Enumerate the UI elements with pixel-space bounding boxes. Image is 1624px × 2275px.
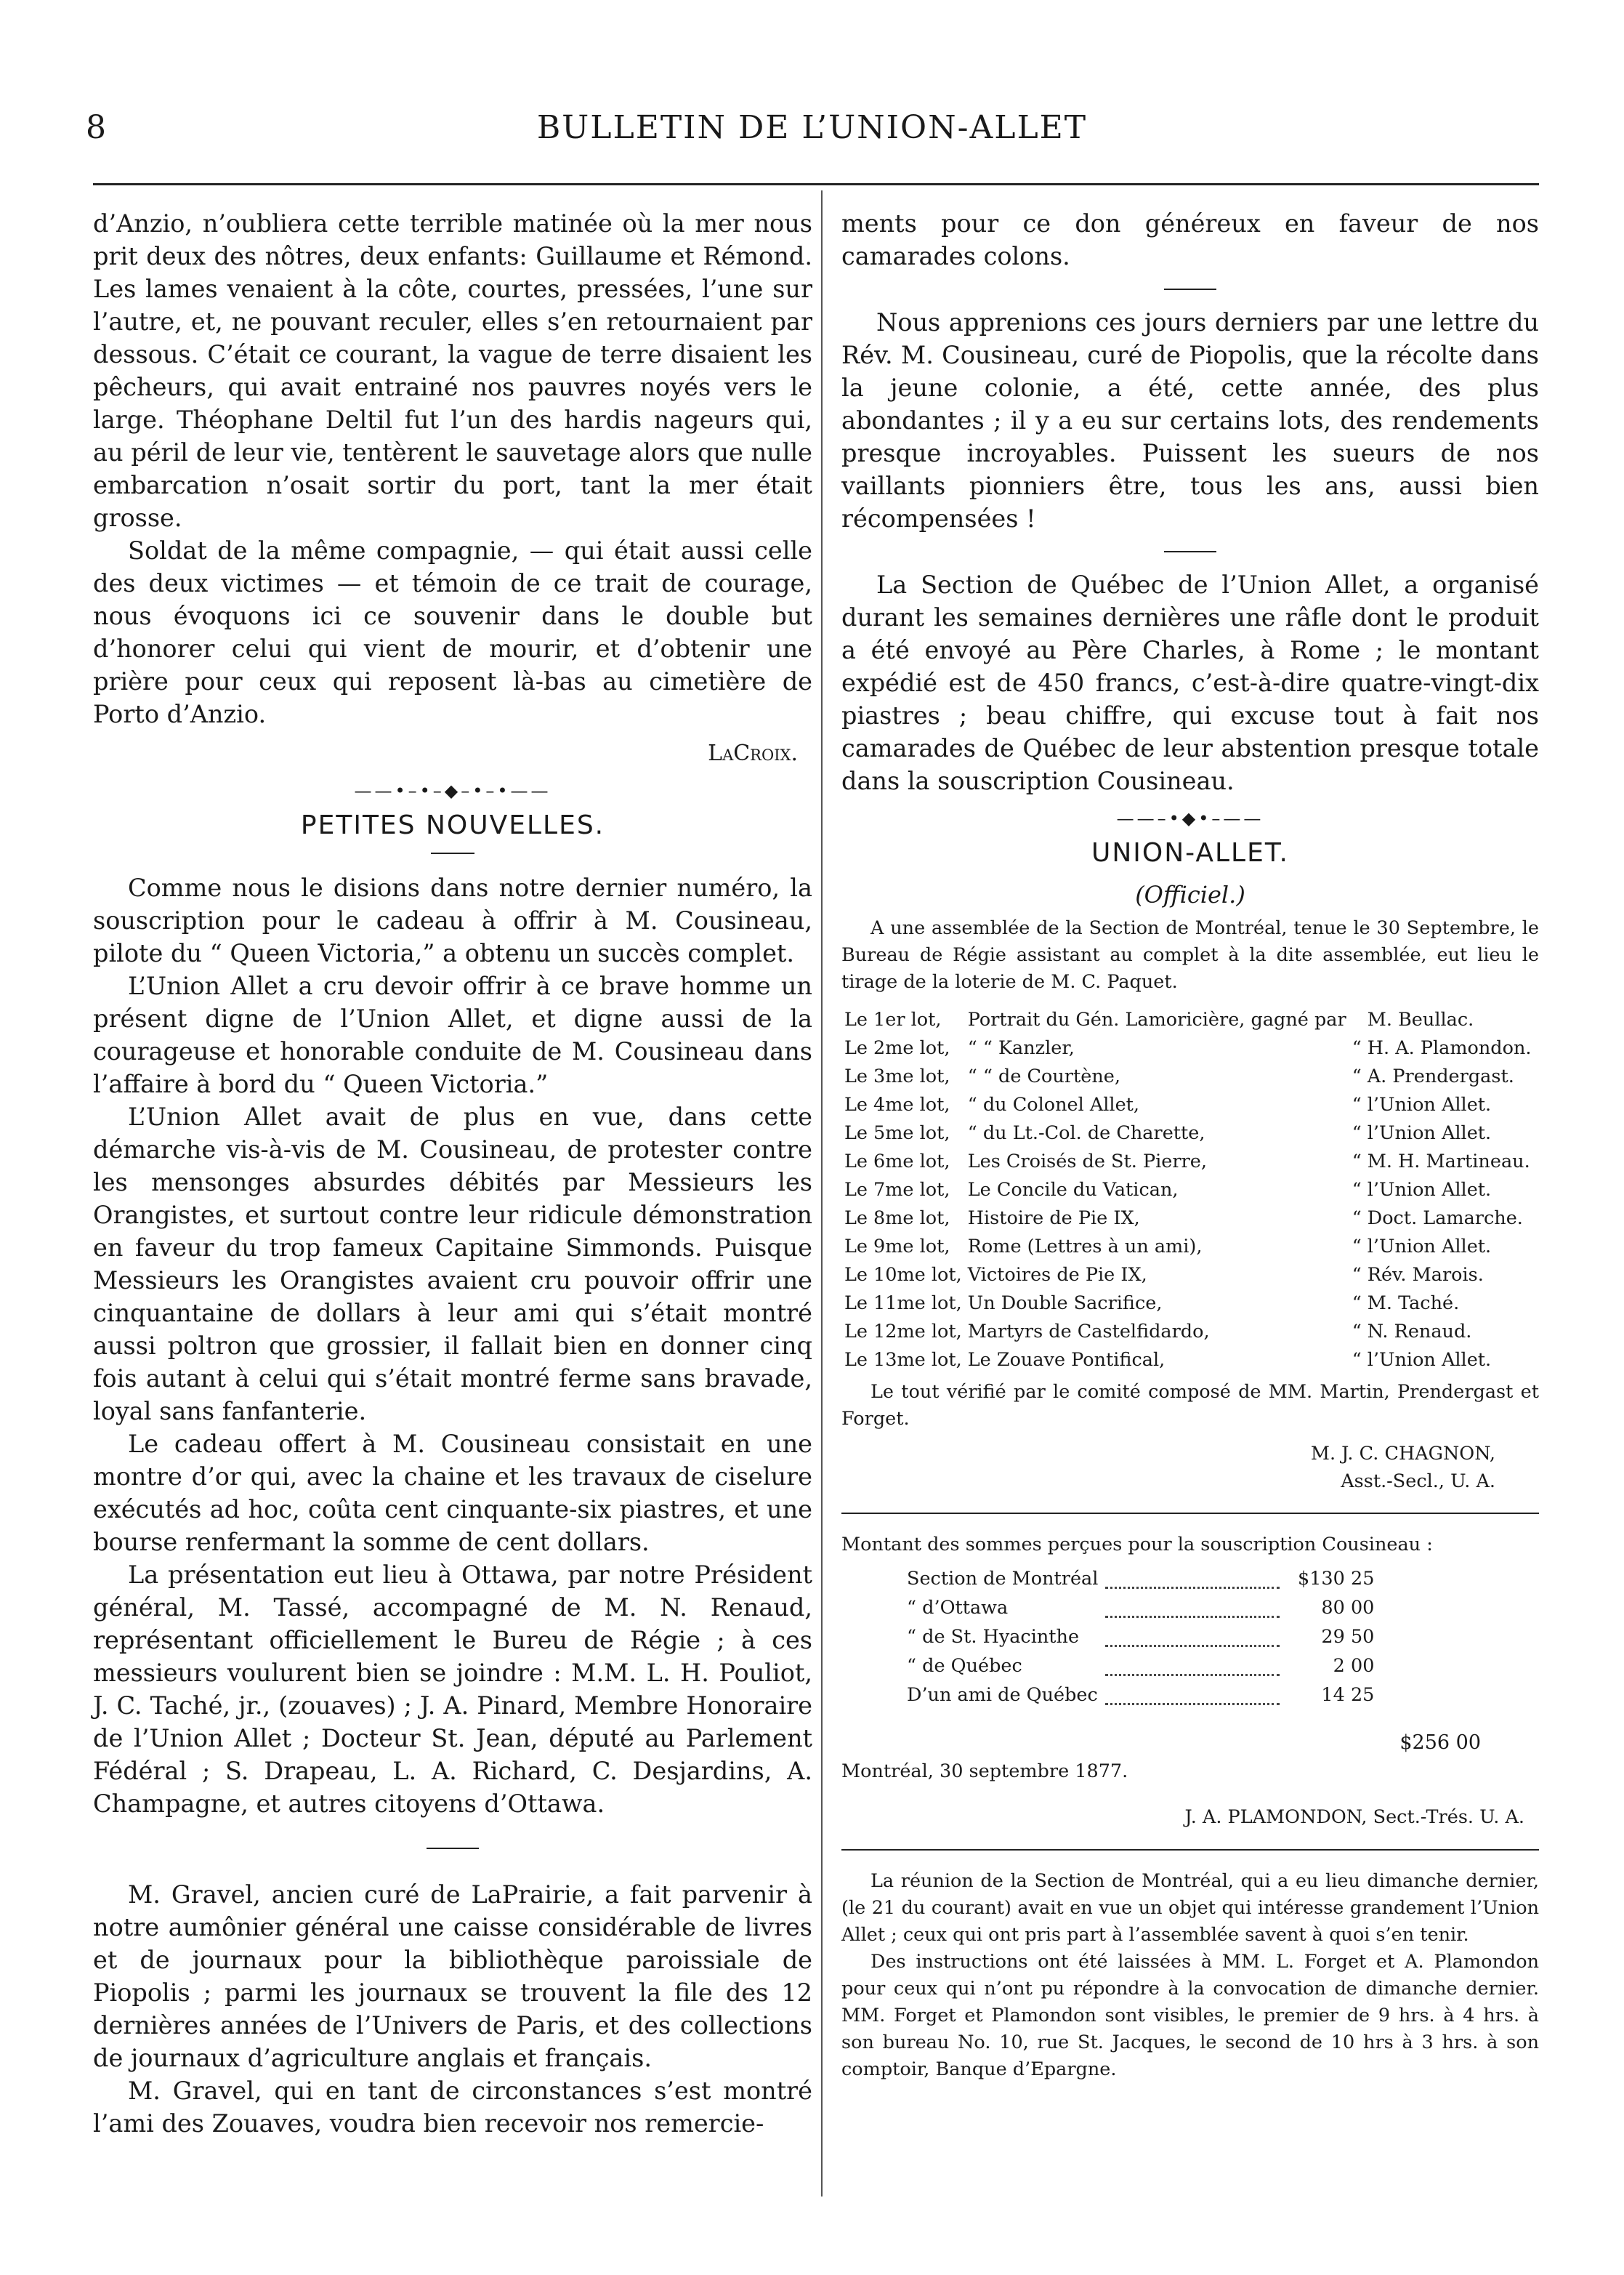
sums-row xyxy=(907,1564,1374,1593)
sums-amount: 80 00 xyxy=(1321,1597,1375,1619)
leader-dots xyxy=(1098,1651,1287,1680)
lottery-cell-q: “ xyxy=(1352,1292,1362,1314)
lottery-cell-lot: 1er lot, xyxy=(873,1009,942,1031)
lottery-cell-q: “ xyxy=(1352,1264,1362,1286)
sums-row xyxy=(907,1651,1374,1680)
lottery-row xyxy=(841,1204,1535,1233)
lottery-cell-lot: 10me lot, xyxy=(873,1264,962,1286)
lottery-cell-le: Le xyxy=(844,1349,868,1371)
paragraph: d’Anzio, n’oubliera cette terrible matinée où la mer nous prit deux des nôtres, deux enfants: Guillaume et Rémond. Les lames venaient à la côte, courtes, pressées, l’une sur l’autre, et, ne pouvant reculer, elles s’en retournaient par dessous. C’était ce courant, la vague de terre disaient les pêcheurs, qui avait entrainé nos pauvres noyés vers le large. Théophane Deltil fut l’un des hardis nageurs qui, au péril de leur vie, tentèrent le sauvetage alors que nulle embarcation n’osait sortir du port, tant la mer était grosse. xyxy=(93,209,812,532)
lottery-cell-winner: l’Union Allet. xyxy=(1367,1122,1492,1144)
sums-table xyxy=(907,1564,1374,1710)
lottery-row xyxy=(841,1289,1535,1318)
lottery-cell-winner: A. Prendergast. xyxy=(1367,1066,1514,1087)
paragraph: Comme nous le disions dans notre dernier numéro, la souscription pour le cadeau à offrir à M. Cousineau, pilote du “ Queen Victoria,” a obtenu un succès complet. xyxy=(93,874,812,967)
paragraph: Nous apprenions ces jours derniers par une lettre du Rév. M. Cousineau, curé de Piopolis, que la récolte dans la jeune colonie, a été, cette année, des plus abondantes ; il y a eu sur certains lots, des rendements presque incroyables. Puissent les sueurs de nos vaillants pionniers être, tous les ans, aussi bien récompensées ! xyxy=(841,308,1539,533)
lottery-row xyxy=(841,1261,1535,1289)
lottery-cell-q: “ xyxy=(1352,1207,1362,1229)
verification-note: Le tout vérifié par le comité composé de MM. Martin, Prendergast et Forget. xyxy=(841,1381,1539,1430)
leader-dots xyxy=(1098,1680,1287,1710)
lottery-cell-winner: Rév. Marois. xyxy=(1367,1264,1484,1286)
lottery-cell-winner: H. A. Plamondon. xyxy=(1367,1037,1532,1059)
lottery-row xyxy=(841,1034,1535,1063)
signature-block xyxy=(841,1440,1539,1495)
paragraph: La présentation eut lieu à Ottawa, par notre Président général, M. Tassé, accompagné de M. N. Renaud, représentant officiellement le Bureu de Régie ; à ces messieurs voulurent bien se joindre : M.M. L. H. Pouliot, J. C. Taché, jr., (zouaves) ; J. A. Pinard, Membre Honoraire de l’Union Allet ; Docteur St. Jean, député au Parlement Fédéral ; S. Drapeau, L. A. Richard, C. Desjardins, A. Champagne, et autres citoyens d’Ottawa. xyxy=(93,1561,812,1818)
sums-amount: 14 25 xyxy=(1321,1684,1375,1706)
lottery-cell-q: “ xyxy=(1352,1037,1362,1059)
lottery-cell-lot: 12me lot, xyxy=(873,1321,962,1342)
lottery-cell-desc: Les Croisés de St. Pierre, xyxy=(967,1151,1207,1172)
sums-amount: $130 25 xyxy=(1297,1568,1375,1590)
lottery-cell-winner: l’Union Allet. xyxy=(1367,1349,1492,1371)
sums-title: Montant des sommes perçues pour la souscription Cousineau : xyxy=(841,1534,1433,1555)
ornament-divider: ——–•◆•–—— xyxy=(1116,808,1264,829)
left-column xyxy=(93,207,812,2140)
sums-row xyxy=(907,1593,1374,1622)
lottery-cell-lot: 11me lot, xyxy=(873,1292,962,1314)
lottery-cell-lot: 4me lot, xyxy=(873,1094,950,1116)
lottery-row xyxy=(841,1006,1535,1034)
ornament-divider: ——•–•–◆–•–•—— xyxy=(354,781,552,801)
leader-dots xyxy=(1098,1564,1287,1593)
lottery-cell-le: Le xyxy=(844,1151,868,1172)
paragraph: ments pour ce don généreux en faveur de nos camarades colons. xyxy=(841,209,1539,270)
lottery-cell-q: “ xyxy=(1352,1321,1362,1342)
lottery-cell-desc: Le Zouave Pontifical, xyxy=(967,1349,1166,1371)
lottery-row xyxy=(841,1233,1535,1261)
lottery-cell-desc: Portrait du Gén. Lamoricière, gagné par xyxy=(967,1009,1346,1031)
lottery-cell-desc: Victoires de Pie IX, xyxy=(967,1264,1147,1286)
lottery-cell-desc: Histoire de Pie IX, xyxy=(967,1207,1140,1229)
lottery-cell-desc: “ du Lt.-Col. de Charette, xyxy=(967,1122,1205,1144)
short-rule xyxy=(427,1848,479,1849)
lottery-cell-q: “ xyxy=(1352,1066,1362,1087)
lottery-cell-desc: Le Concile du Vatican, xyxy=(967,1179,1179,1201)
lottery-cell-winner: l’Union Allet. xyxy=(1367,1179,1492,1201)
lottery-cell-desc: Un Double Sacrifice, xyxy=(967,1292,1163,1314)
paragraph: Le cadeau offert à M. Cousineau consistait en une montre d’or qui, avec la chaine et les travaux de ciselure exécutés ad hoc, coûta cent cinquante-six piastres, et une bourse renfermant la somme de cent dollars. xyxy=(93,1430,812,1556)
lottery-cell-winner: l’Union Allet. xyxy=(1367,1094,1492,1116)
sums-amount: 29 50 xyxy=(1321,1626,1375,1648)
lottery-cell-desc: “ “ Kanzler, xyxy=(967,1037,1075,1059)
paragraph: Soldat de la même compagnie, — qui était aussi celle des deux victimes — et témoin de ce trait de courage, nous évoquons ici ce souvenir dans le double but d’honorer celui qui vient de mourir, et d’obtenir une prière pour ceux qui reposent là-bas au cimetière de Porto d’Anzio. xyxy=(93,536,812,728)
lottery-cell-lot: 9me lot, xyxy=(873,1236,950,1257)
lottery-cell-le: Le xyxy=(844,1292,868,1314)
right-column xyxy=(841,207,1539,2083)
lottery-cell-le: Le xyxy=(844,1037,868,1059)
lottery-cell-le: Le xyxy=(844,1094,868,1116)
lottery-cell-desc: “ du Colonel Allet, xyxy=(967,1094,1140,1116)
paragraph: L’Union Allet a cru devoir offrir à ce brave homme un présent digne de l’Union Allet, et digne aussi de la courageuse et honorable conduite de M. Cousineau dans l’affaire à bord du “ Queen Victoria.” xyxy=(93,972,812,1098)
notice-paragraph: La réunion de la Section de Montréal, qui a eu lieu dimanche dernier, (le 21 du courant) avait en vue un objet qui intéresse grandement l’Union Allet ; ceux qui ont pris part à l’assemblée savent à quoi s’en tenir. xyxy=(841,1870,1539,1946)
lottery-cell-q xyxy=(1349,1006,1365,1034)
column-rule xyxy=(821,190,823,2197)
lottery-cell-q: “ xyxy=(1352,1349,1362,1371)
lottery-cell-q: “ xyxy=(1352,1094,1362,1116)
lottery-cell-le: Le xyxy=(844,1179,868,1201)
lottery-cell-q: “ xyxy=(1352,1236,1362,1257)
lottery-cell-le: Le xyxy=(844,1122,868,1144)
lottery-cell-le: Le xyxy=(844,1009,868,1031)
paragraph: L’Union Allet avait de plus en vue, dans cette démarche vis-à-vis de M. Cousineau, de protester contre les mensonges absurdes débités par Messieurs les Orangistes, et surtout contre leur ridicule démonstration en faveur du trop fameux Capitaine Simmonds. Puisque Messieurs les Orangistes avaient cru pouvoir offrir une cinquantaine de dollars à leur ami qui s’était montré aussi poltron que grossier, il fallait bien en donner cinq fois autant à celui qui s’était montré ferme sans bravade, loyal sans fanfanterie. xyxy=(93,1103,812,1425)
signatory-title: Asst.-Secl., U. A. xyxy=(1341,1470,1495,1492)
lottery-cell-winner: M. H. Martineau. xyxy=(1367,1151,1530,1172)
sums-label: Section de Montréal xyxy=(907,1568,1099,1590)
lottery-cell-lot: 2me lot, xyxy=(873,1037,950,1059)
sums-amount: 2 00 xyxy=(1333,1655,1375,1677)
lottery-row xyxy=(841,1119,1535,1148)
lottery-cell-desc: Rome (Lettres à un ami), xyxy=(967,1236,1203,1257)
dateline: Montréal, 30 septembre 1877. xyxy=(841,1760,1128,1782)
lottery-cell-lot: 7me lot, xyxy=(873,1179,950,1201)
sums-total: $256 00 xyxy=(1399,1731,1481,1754)
lottery-cell-lot: 6me lot, xyxy=(873,1151,950,1172)
full-rule xyxy=(841,1513,1539,1514)
signatory-name: M. J. C. CHAGNON, xyxy=(1310,1443,1495,1465)
sums-label: “ de Québec xyxy=(907,1655,1022,1677)
running-head-title: BULLETIN DE L’UNION-ALLET xyxy=(536,109,1088,146)
leader-dots xyxy=(1098,1622,1287,1651)
sums-row xyxy=(907,1680,1374,1710)
lottery-row xyxy=(841,1148,1535,1176)
paragraph: M. Gravel, qui en tant de circonstances s’est montré l’ami des Zouaves, voudra bien recevoir nos remercie- xyxy=(93,2077,812,2138)
lottery-row xyxy=(841,1176,1535,1204)
lottery-cell-desc: Martyrs de Castelfidardo, xyxy=(967,1321,1210,1342)
short-rule xyxy=(431,853,474,854)
header-rule xyxy=(93,183,1539,185)
lottery-cell-lot: 13me lot, xyxy=(873,1349,962,1371)
treasurer-signature: J. A. PLAMONDON, Sect.-Trés. U. A. xyxy=(1184,1806,1524,1828)
sums-label: “ de St. Hyacinthe xyxy=(907,1626,1080,1648)
lottery-cell-winner: l’Union Allet. xyxy=(1367,1236,1492,1257)
sums-label: D’un ami de Québec xyxy=(907,1684,1098,1706)
full-rule xyxy=(841,1849,1539,1851)
officiel-label: (Officiel.) xyxy=(1135,881,1245,909)
lottery-cell-le: Le xyxy=(844,1264,868,1286)
paragraph: La Section de Québec de l’Union Allet, a organisé durant les semaines dernières une râfle dont le produit a été envoyé au Père Charles, à Rome ; le montant expédié est de 450 francs, c’est-à-dire quatre-vingt-dix piastres ; beau chiffre, qui excuse tout à fait nos camarades de Québec de leur abstention presque totale dans la souscription Cousineau. xyxy=(841,571,1539,795)
section-title: UNION-ALLET. xyxy=(1091,838,1289,868)
lottery-row xyxy=(841,1091,1535,1119)
sums-row xyxy=(907,1622,1374,1651)
lottery-cell-le: Le xyxy=(844,1207,868,1229)
lottery-cell-winner: N. Renaud. xyxy=(1367,1321,1472,1342)
lottery-cell-q: “ xyxy=(1352,1151,1362,1172)
lottery-cell-lot: 3me lot, xyxy=(873,1066,950,1087)
leader-dots xyxy=(1098,1593,1287,1622)
meeting-intro: A une assemblée de la Section de Montréal, tenue le 30 Septembre, le Bureau de Régie assistant au complet à la dite assemblée, eut lieu le tirage de la loterie de M. C. Paquet. xyxy=(841,917,1539,993)
lottery-cell-le: Le xyxy=(844,1066,868,1087)
lottery-cell-winner: Doct. Lamarche. xyxy=(1367,1207,1523,1229)
lottery-cell-winner: M. Taché. xyxy=(1367,1292,1460,1314)
section-title: PETITES NOUVELLES. xyxy=(300,810,605,840)
short-rule xyxy=(1164,289,1216,290)
lottery-cell-le: Le xyxy=(844,1321,868,1342)
lottery-table xyxy=(841,1006,1535,1374)
sums-label: “ d’Ottawa xyxy=(907,1597,1009,1619)
lottery-cell-q: “ xyxy=(1352,1179,1362,1201)
lottery-row xyxy=(841,1063,1535,1091)
lottery-cell-q: “ xyxy=(1352,1122,1362,1144)
lottery-row xyxy=(841,1346,1535,1374)
paragraph: M. Gravel, ancien curé de LaPrairie, a fait parvenir à notre aumônier général une caisse considérable de livres et de journaux pour la bibliothèque paroissiale de Piopolis ; parmi les journaux se trouvent la file des 12 dernières années de l’Univers de Paris, et des collections de journaux d’agriculture anglais et français. xyxy=(93,1880,812,2072)
lottery-cell-winner: M. Beullac. xyxy=(1367,1009,1474,1031)
signature: LaCroix. xyxy=(708,741,798,766)
lottery-row xyxy=(841,1318,1535,1346)
notice-paragraph: Des instructions ont été laissées à MM. L. Forget et A. Plamondon pour ceux qui n’ont pu répondre à la convocation de dimanche dernier. MM. Forget et Plamondon sont visibles, le premier de 9 hrs. à 4 hrs. à son bureau No. 10, rue St. Jacques, le second de 10 hrs à 3 hrs. à son comptoir, Banque d’Epargne. xyxy=(841,1951,1539,2080)
lottery-cell-lot: 5me lot, xyxy=(873,1122,950,1144)
lottery-cell-lot: 8me lot, xyxy=(873,1207,950,1229)
lottery-cell-desc: “ “ de Courtène, xyxy=(967,1066,1120,1087)
short-rule xyxy=(1164,551,1216,552)
page-number: 8 xyxy=(86,109,106,146)
lottery-cell-le: Le xyxy=(844,1236,868,1257)
